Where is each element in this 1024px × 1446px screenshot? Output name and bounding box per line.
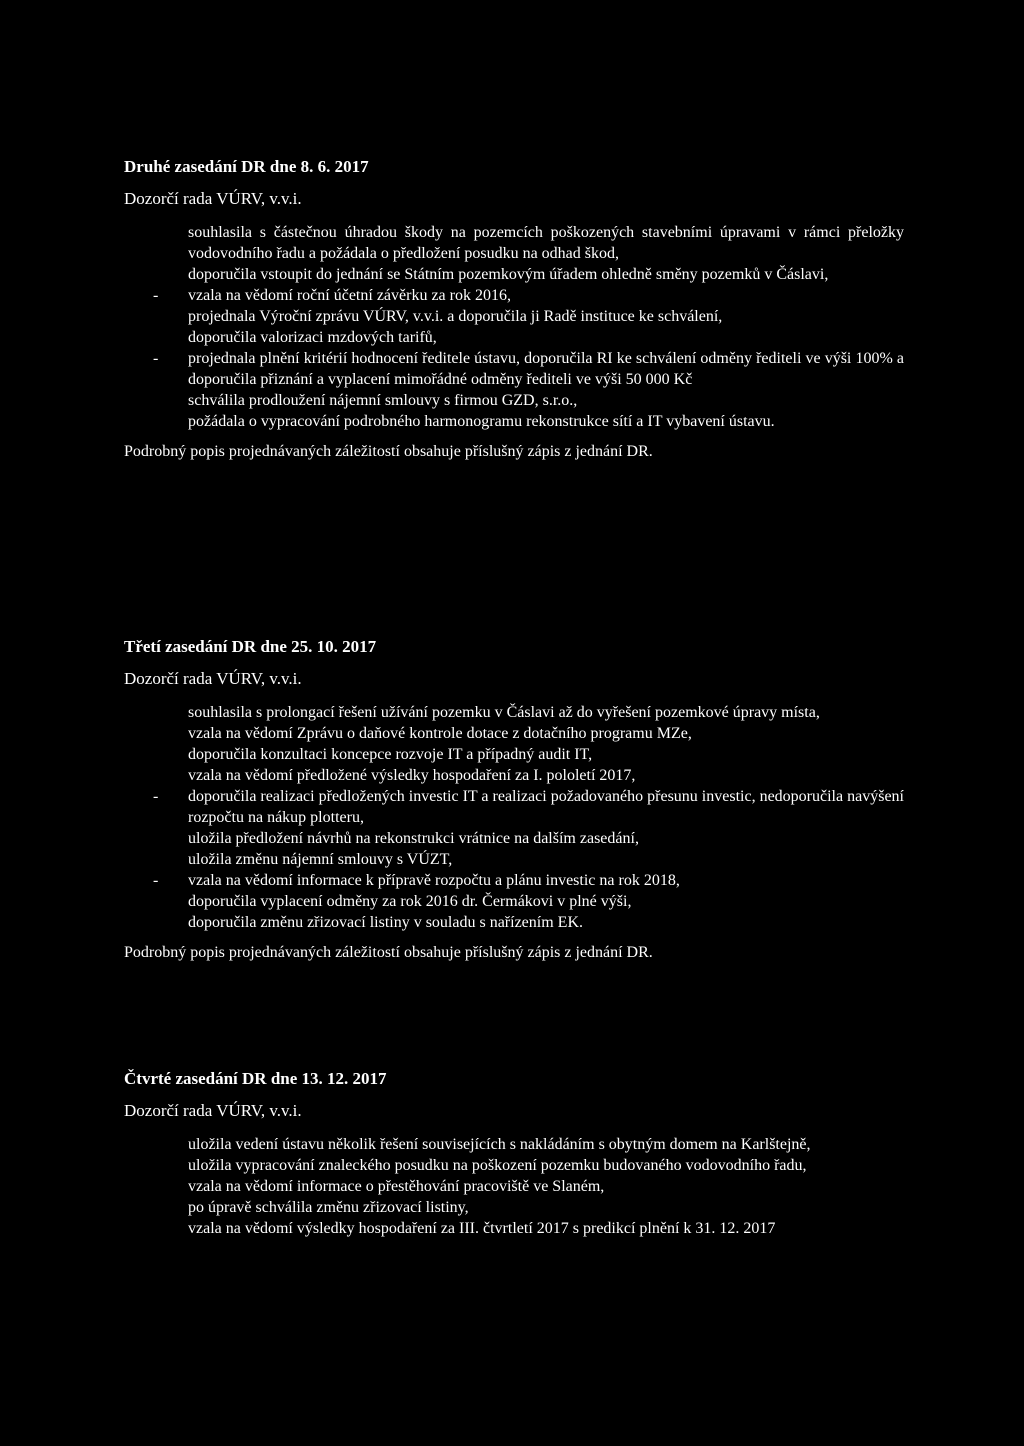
list-item — [124, 390, 904, 411]
board-name: Dozorčí rada VÚRV, v.v.i. — [124, 1101, 302, 1120]
list-item — [124, 849, 904, 870]
list-item — [124, 1134, 904, 1155]
list-item — [124, 786, 904, 828]
section-heading: Druhé zasedání DR dne 8. 6. 2017 — [124, 157, 369, 176]
list-dash: - — [153, 788, 159, 805]
list-item-text: doporučila realizaci předložených investic IT a realizaci požadovaného přesunu investic, nedoporučila navýšení rozpočtu na nákup plotteru, — [188, 788, 904, 826]
list-item — [124, 723, 904, 744]
list-item-text: vzala na vědomí předložené výsledky hospodaření za I. pololetí 2017, — [188, 767, 636, 784]
list-dash: - — [153, 872, 159, 889]
list-item-text: projednala Výroční zprávu VÚRV, v.v.i. a doporučila ji Radě instituce ke schválení, — [188, 308, 723, 325]
list-item — [124, 411, 904, 432]
list-item-text: souhlasila s prolongací řešení užívání pozemku v Čáslavi až do vyřešení pozemkové úpravy místa, — [188, 704, 820, 721]
resolution-list — [124, 702, 904, 933]
list-item-text: doporučila valorizaci mzdových tarifů, — [188, 329, 437, 346]
list-item — [124, 702, 904, 723]
list-item-text: uložila změnu nájemní smlouvy s VÚZT, — [188, 851, 453, 868]
list-item — [124, 891, 904, 912]
list-item — [124, 744, 904, 765]
list-item-text: po úpravě schválila změnu zřizovací listiny, — [188, 1199, 469, 1216]
resolution-list — [124, 222, 904, 432]
resolution-list — [124, 1134, 904, 1239]
list-item — [124, 1218, 904, 1239]
section-heading: Třetí zasedání DR dne 25. 10. 2017 — [124, 637, 377, 656]
list-item — [124, 306, 904, 327]
list-item-text: uložila předložení návrhů na rekonstrukci vrátnice na dalším zasedání, — [188, 830, 639, 847]
list-item — [124, 870, 904, 891]
list-item-text: doporučila konzultaci koncepce rozvoje IT a případný audit IT, — [188, 746, 593, 763]
list-item — [124, 828, 904, 849]
list-item-text: vzala na vědomí informace o přestěhování pracoviště ve Slaném, — [188, 1178, 605, 1195]
list-item-text: doporučila změnu zřizovací listiny v souladu s nařízením EK. — [188, 914, 583, 931]
board-name: Dozorčí rada VÚRV, v.v.i. — [124, 189, 302, 208]
section-heading: Čtvrté zasedání DR dne 13. 12. 2017 — [124, 1069, 387, 1088]
list-item-text: vzala na vědomí Zprávu o daňové kontrole dotace z dotačního programu MZe, — [188, 725, 692, 742]
summary-note: Podrobný popis projednávaných záležitostí obsahuje příslušný zápis z jednání DR. — [124, 944, 653, 961]
list-dash: - — [153, 350, 159, 367]
meeting-section-4 — [124, 1068, 904, 1239]
meeting-section-3 — [124, 636, 904, 963]
list-item — [124, 1176, 904, 1197]
list-item — [124, 222, 904, 264]
list-item — [124, 348, 904, 390]
list-item — [124, 327, 904, 348]
meeting-section-2 — [124, 156, 904, 462]
list-dash: - — [153, 287, 159, 304]
list-item-text: uložila vedení ústavu několik řešení souvisejících s nakládáním s obytným domem na Karlštejně, — [188, 1136, 811, 1153]
list-item — [124, 1197, 904, 1218]
list-item-text: vzala na vědomí výsledky hospodaření za III. čtvrtletí 2017 s predikcí plnění k 31. 12. 2017 — [188, 1220, 776, 1237]
list-item-text: vzala na vědomí roční účetní závěrku za rok 2016, — [188, 287, 511, 304]
board-name: Dozorčí rada VÚRV, v.v.i. — [124, 669, 302, 688]
list-item-text: schválila prodloužení nájemní smlouvy s firmou GZD, s.r.o., — [188, 392, 578, 409]
list-item-text: požádala o vypracování podrobného harmonogramu rekonstrukce sítí a IT vybavení ústavu. — [188, 413, 775, 430]
list-item-text: souhlasila s částečnou úhradou škody na pozemcích poškozených stavebními úpravami v rámci přeložky vodovodního řadu a požádala o předložení posudku na odhad škod, — [188, 224, 904, 262]
list-item-text: projednala plnění kritérií hodnocení ředitele ústavu, doporučila RI ke schválení odměny řediteli ve výši 100% a doporučila přiznání a vyplacení mimořádné odměny řediteli ve výši 50 000 Kč — [188, 350, 904, 388]
list-item-text: uložila vypracování znaleckého posudku na poškození pozemku budovaného vodovodního řadu, — [188, 1157, 807, 1174]
list-item — [124, 912, 904, 933]
list-item — [124, 765, 904, 786]
list-item — [124, 264, 904, 285]
summary-note: Podrobný popis projednávaných záležitostí obsahuje příslušný zápis z jednání DR. — [124, 443, 653, 460]
list-item-text: doporučila vstoupit do jednání se Státním pozemkovým úřadem ohledně směny pozemků v Čáslavi, — [188, 266, 829, 283]
list-item — [124, 285, 904, 306]
list-item-text: vzala na vědomí informace k přípravě rozpočtu a plánu investic na rok 2018, — [188, 872, 680, 889]
list-item — [124, 1155, 904, 1176]
list-item-text: doporučila vyplacení odměny za rok 2016 dr. Čermákovi v plné výši, — [188, 893, 632, 910]
